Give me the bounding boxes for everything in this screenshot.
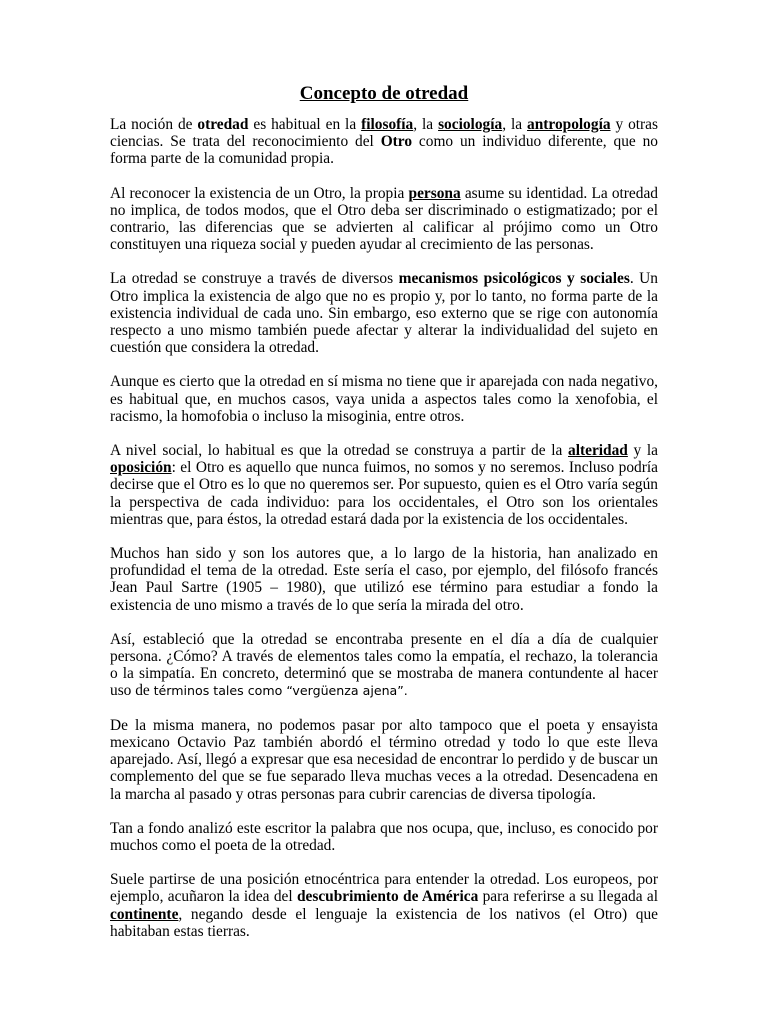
- bold-term: descubrimiento de América: [296, 888, 479, 906]
- linked-term: alteridad: [568, 442, 628, 460]
- document-body: [110, 116, 658, 940]
- linked-term: filosofía: [361, 116, 414, 133]
- paragraph-10: [110, 871, 658, 940]
- paragraph-5: [110, 442, 658, 528]
- text-run: La noción de: [110, 116, 198, 133]
- paragraph-2: [110, 185, 658, 254]
- linked-term: oposición: [110, 459, 172, 477]
- text-run: : el Otro es aquello que nunca fuimos, no somos y no seremos. Incluso podría decirse que el Otro es lo que no queremos ser. Por supuesto, quien es el Otro varía según la perspectiva de cada individuo: para los occidentales, el Otro son los orientales mientras que, para éstos, la otredad estará dada por la existencia de los occidentales.: [110, 459, 658, 528]
- text-run: y la: [627, 442, 659, 460]
- paragraph-8: [110, 717, 658, 803]
- linked-term: sociología: [438, 116, 503, 133]
- text-run: términos tales como “vergüenza ajena”.: [153, 683, 408, 699]
- document-page: [110, 82, 658, 957]
- text-run: . Un Otro implica la existencia de algo que no es propio y, por lo tanto, no forma parte de la existencia individual de cada uno. Sin embargo, eso externo que se rige con autonomía respecto a uno mismo también puede afectar y alterar la individualidad del sujeto en cuestión que considera la otredad.: [110, 270, 658, 357]
- text-run: asume su identidad. La otredad no implica, de todos modos, que el Otro deba ser discriminado o estigmatizado; por el contrario, las diferencias que se advierten al calificar al prójimo como un Otro constituyen una riqueza social y pueden ayudar al crecimiento de las personas.: [110, 184, 658, 254]
- text-run: Así, estableció que la otredad se encontraba presente en el día a día de cualquier persona. ¿Cómo? A través de elementos tales como la empatía, el rechazo, la tolerancia o la simpatía. En concreto, determinó que se mostraba de manera contundente al hacer uso de: [110, 630, 658, 700]
- document-title: Concepto de otredad: [299, 83, 469, 104]
- text-run: Tan a fondo analizó este escritor la palabra que nos ocupa, que, incluso, es conocido por muchos como el poeta de la otredad.: [110, 819, 658, 854]
- text-run: Suele partirse de una posición etnocéntrica para entender la otredad. Los europeos, por ejemplo, acuñaron la idea del: [110, 871, 658, 906]
- text-run: , la: [413, 116, 439, 133]
- linked-term: continente: [110, 905, 179, 923]
- linked-term: antropología: [527, 116, 611, 133]
- text-run: Al reconocer la existencia de un Otro, la propia: [110, 184, 409, 202]
- text-run: para referirse a su llegada al: [478, 888, 659, 906]
- text-run: De la misma manera, no podemos pasar por alto tampoco que el poeta y ensayista mexicano Octavio Paz también abordó el término otredad y todo lo que este lleva aparejado. Así, llegó a expresar que esa necesidad de encontrar lo perdido y de buscar un complemento del que se fue separado lleva muchas veces a la otredad. Desencadena en la marcha al pasado y otras personas para cubrir carencias de diversa tipología.: [110, 716, 658, 803]
- text-run: y otras ciencias. Se trata del reconocimiento del: [110, 116, 659, 151]
- text-run: Muchos han sido y son los autores que, a lo largo de la historia, han analizado en profundidad el tema de la otredad. Este sería el caso, por ejemplo, del filósofo francés Jean Paul Sartre (1905 – 1980), que utilizó ese término para estudiar a fondo la existencia de uno mismo a través de lo que sería la mirada del otro.: [110, 545, 658, 614]
- bold-term: mecanismos psicológicos y sociales: [398, 270, 630, 288]
- paragraph-3: [110, 270, 658, 356]
- text-run: como un individuo diferente, que no forma parte de la comunidad propia.: [110, 133, 658, 168]
- text-run: es habitual en la: [248, 116, 362, 133]
- text-run: La otredad se construye a través de diversos: [110, 270, 399, 288]
- text-run: Aunque es cierto que la otredad en sí misma no tiene que ir aparejada con nada negativo, es habitual que, en muchos casos, vaya unida a aspectos tales como la xenofobia, el racismo, la homofobia o incluso la misoginia, entre otros.: [110, 373, 658, 425]
- paragraph-6: [110, 545, 658, 614]
- paragraph-1: [110, 116, 658, 168]
- paragraph-9: [110, 820, 658, 854]
- paragraph-7: [110, 631, 658, 700]
- text-run: , negando desde el lenguaje la existencia de los nativos (el Otro) que habitaban estas tierras.: [110, 905, 658, 940]
- paragraph-4: [110, 373, 658, 425]
- bold-term: Otro: [380, 133, 413, 151]
- bold-term: otredad: [197, 116, 249, 133]
- text-run: , la: [502, 116, 528, 133]
- linked-term: persona: [408, 184, 461, 202]
- text-run: A nivel social, lo habitual es que la otredad se construya a partir de la: [110, 442, 569, 460]
